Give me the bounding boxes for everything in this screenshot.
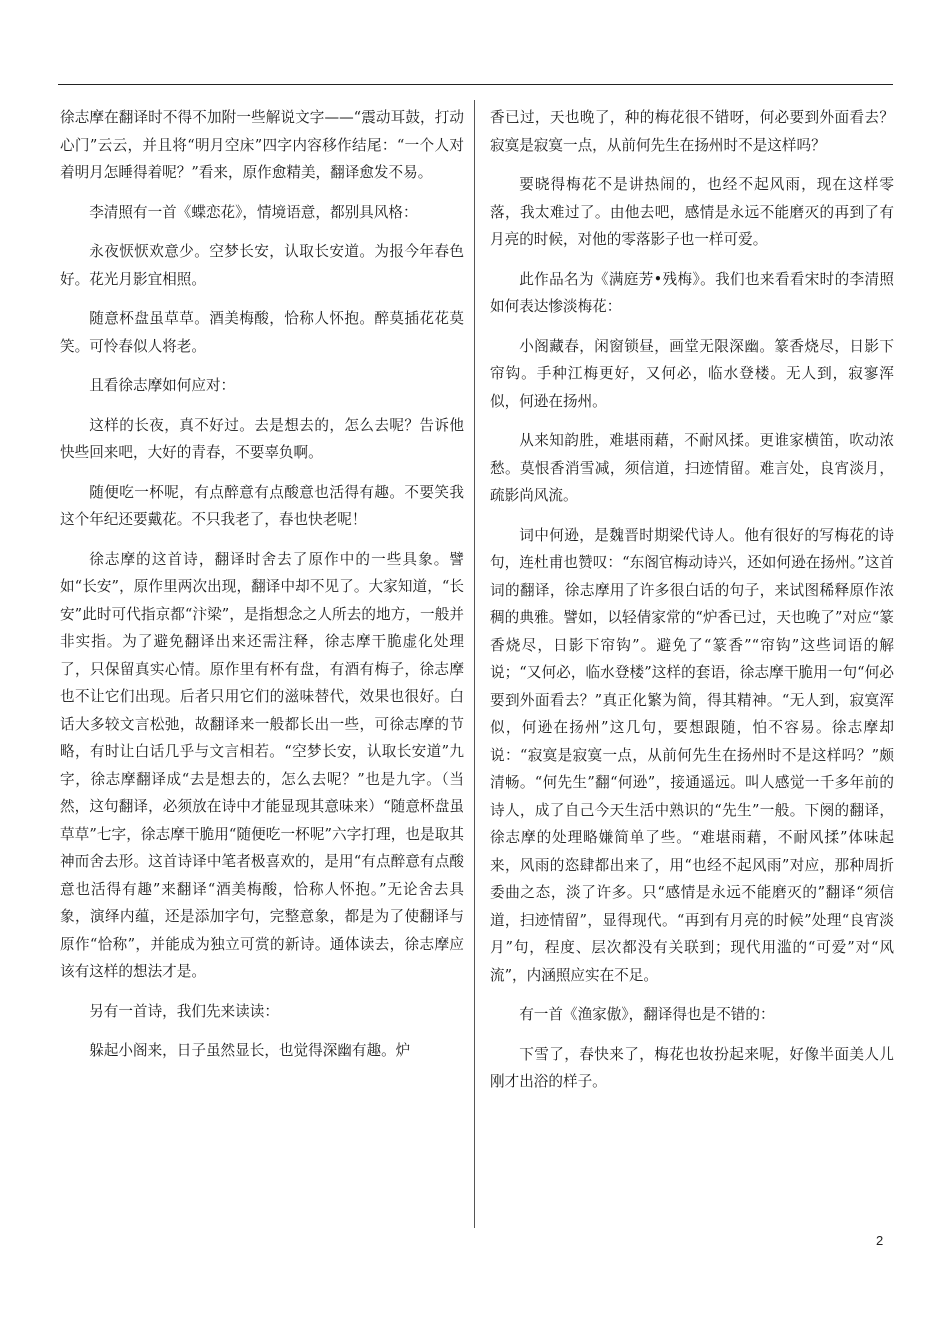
paragraph: 从来知韵胜，难堪雨藉，不耐风揉。更谁家横笛，吹动浓愁。莫恨香消雪减，须信道，扫迹情留。难言处，良宵淡月，疏影尚风流。 [490,432,894,504]
paragraph: 小阁藏春，闲窗锁昼，画堂无限深幽。篆香烧尽，日影下帘钩。手种江梅更好，又何必，临水登楼。无人到，寂寥浑似，何逊在扬州。 [490,337,894,410]
header-rule [58,84,893,85]
paragraph: 徐志摩在翻译时不得不加附一些解说文字——“震动耳鼓，打动心门”云云，并且将“明月空床”四字内容移作结尾：“一个人对着明月怎睡得着呢？”看来，原作愈精美，翻译愈发不易。 [60,109,464,181]
column-divider [474,100,475,1228]
paragraph: 词中何逊，是魏晋时期梁代诗人。他有很好的写梅花的诗句，连杜甫也赞叹：“东阁官梅动诗兴，还如何逊在扬州。”这首词的翻译，徐志摩用了许多很白话的句子，来试图稀释原作浓稠的典雅。譬如，以轻倩家常的“炉香已过，天也晚了”对应“篆香烧尽，日影下帘钩”。避免了“篆香”“帘钩”这些词语的解说；“又何必，临水登楼”这样的套语，徐志摩干脆用一句“何必要到外面看去？”真正化繁为简，得其精神。“无人到，寂寞浑似，何逊在扬州”这几句，要想跟随，怕不容易。徐志摩却说：“寂寞是寂寞一点，从前何先生在扬州时不是这样吗？”颇清畅。“何先生”翻“何逊”，接通遥远。叫人感觉一千多年前的诗人，成了自己今天生活中熟识的“先生”一般。下阕的翻译，徐志摩的处理略嫌简单了些。“难堪雨藉，不耐风揉”体味起来，风雨的恣肆都出来了，用“也经不起风雨”对应，那种周折委曲之态，淡了许多。只“感情是永远不能磨灭的”翻译“须信道，扫迹情留”，显得现代。“再到有月亮的时候”处理“良宵淡月”句，程度、层次都没有关联到；现代用滥的“可爱”对“风流”，内涵照应实在不足。 [490,526,894,984]
paragraph: 李清照有一首《蝶恋花》，情境语意，都别具风格： [89,203,418,221]
paragraph: 永夜恹恹欢意少。空梦长安，认取长安道。为报今年春色好。花光月影宜相照。 [60,243,464,288]
right-column [490,104,894,1108]
paragraph: 下雪了，春快来了，梅花也妆扮起来呢，好像半面美人儿刚才出浴的样子。 [490,1045,894,1090]
paragraph: 此作品名为《满庭芳•残梅》。我们也来看看宋时的李清照如何表达惨淡梅花： [490,270,894,315]
paragraph: 这样的长夜，真不好过。去是想去的，怎么去呢？告诉他快些回来吧，大好的青春，不要辜负啊。 [60,416,464,461]
paragraph: 要晓得梅花不是讲热闹的，也经不起风雨，现在这样零落，我太难过了。由他去吧，感情是永远不能磨灭的再到了有月亮的时候，对他的零落影子也一样可爱。 [490,176,894,248]
paragraph: 躲起小阁来，日子虽然显长，也觉得深幽有趣。炉 [89,1042,411,1059]
paragraph: 随意杯盘虽草草。酒美梅酸，恰称人怀抱。醉莫插花花莫笑。可怜春似人将老。 [60,310,464,355]
left-column [60,104,464,1077]
paragraph: 有一首《渔家傲》，翻译得也是不错的： [519,1006,775,1023]
paragraph: 香已过，天也晚了，种的梅花很不错呀，何必要到外面看去？寂寞是寂寞一点，从前何先生在扬州时不是这样吗？ [490,109,894,154]
page-number: 2 [876,1233,884,1248]
paragraph: 且看徐志摩如何应对： [89,377,236,394]
paragraph: 随便吃一杯呢，有点醉意有点酸意也活得有趣。不要笑我这个年纪还要戴花。不只我老了，春也快老呢！ [60,483,464,528]
paragraph: 徐志摩的这首诗，翻译时舍去了原作中的一些具象。譬如“长安”，原作里两次出现，翻译中却不见了。大家知道，“长安”此时可代指京都“汴梁”，是指想念之人所去的地方，一般并非实指。为了避免翻译出来还需注释，徐志摩干脆虚化处理了，只保留真实心情。原作里有杯有盘，有酒有梅子，徐志摩也不让它们出现。后者只用它们的滋味替代，效果也很好。白话大多较文言松弛，故翻译来一般都长出一些，可徐志摩的节略，有时让白话几乎与文言相若。“空梦长安，认取长安道”九字，徐志摩翻译成“去是想去的，怎么去呢？”也是九字。（当然，这句翻译，必须放在诗中才能显现其意味来）“随意杯盘虽草草”七字，徐志摩干脆用“随便吃一杯呢”六字打理，也是取其神而舍去形。这首诗译中笔者极喜欢的，是用“有点醉意有点酸意也活得有趣”来翻译“酒美梅酸，恰称人怀抱。”无论舍去具象，演绎内蕴，还是添加字句，完整意象，都是为了使翻译与原作“恰称”，并能成为独立可赏的新诗。通体读去，徐志摩应该有这样的想法才是。 [60,550,464,980]
paragraph: 另有一首诗，我们先来读读： [89,1002,279,1020]
